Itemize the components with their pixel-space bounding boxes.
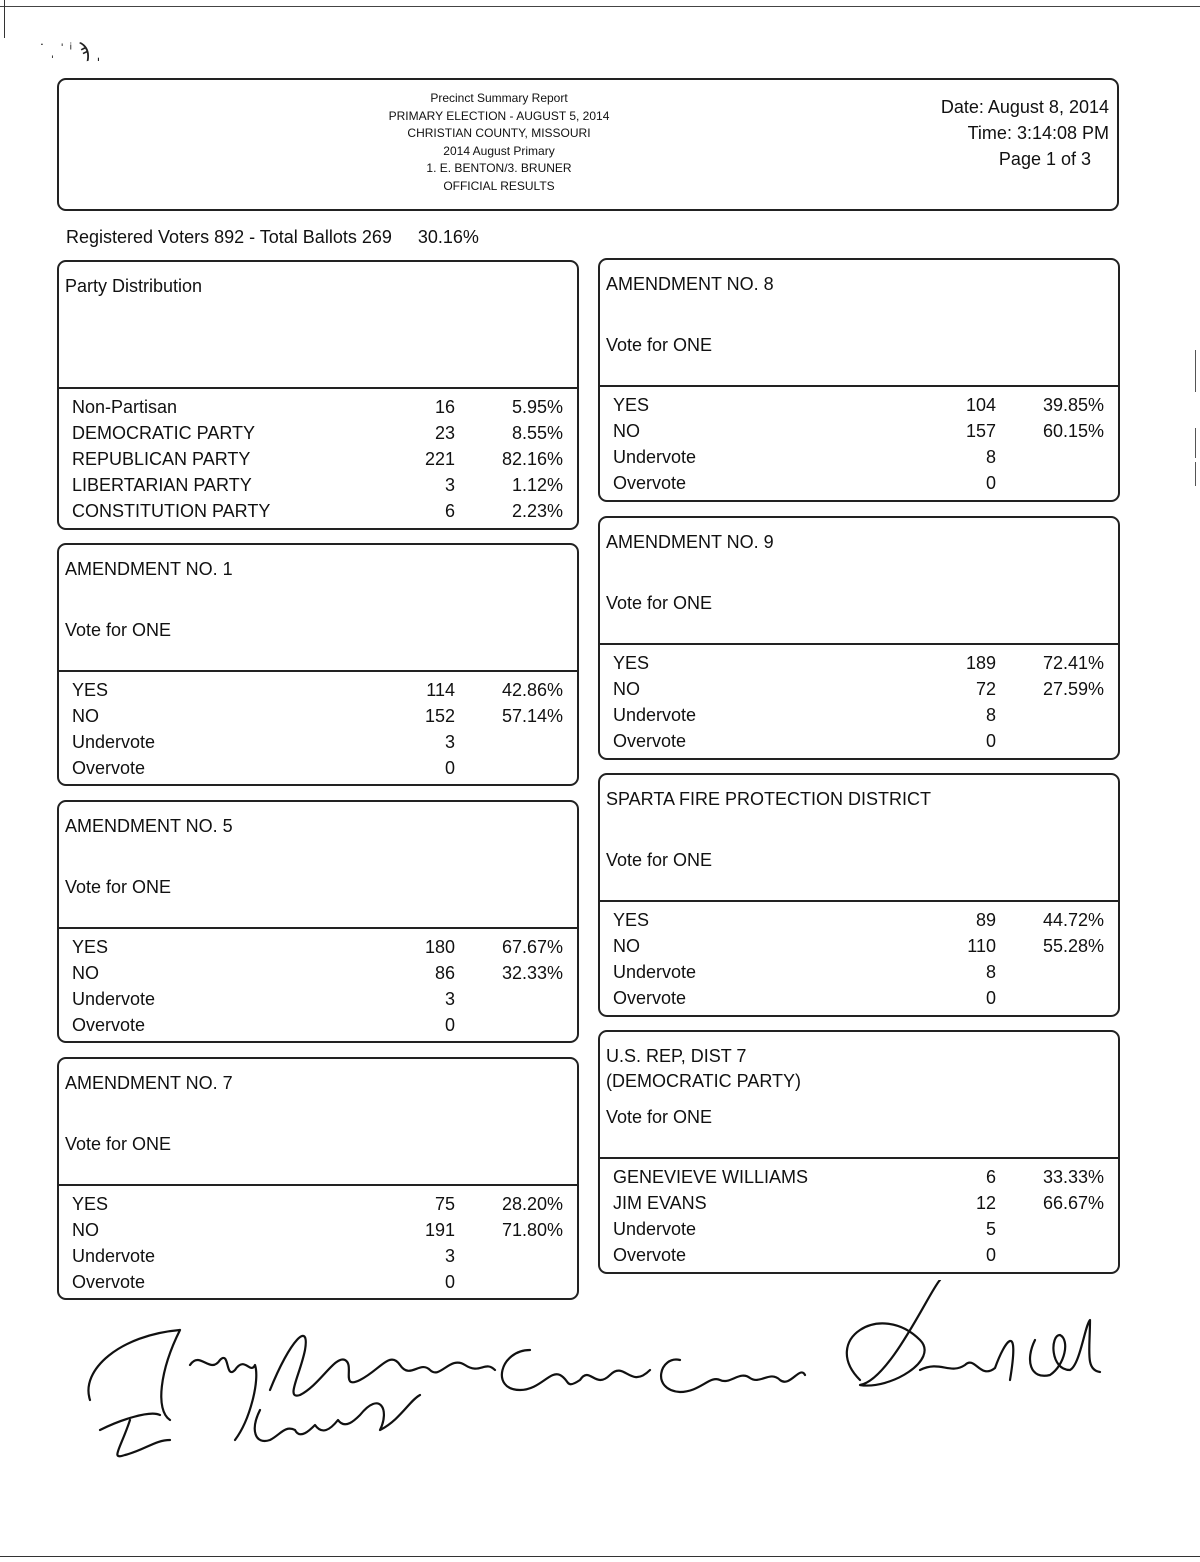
section-title: AMENDMENT NO. 1: [65, 559, 233, 579]
choice-name: NO: [72, 706, 99, 726]
vote-count: 3: [444, 475, 455, 495]
choice-name: REPUBLICAN PARTY: [72, 449, 251, 469]
choice-name: YES: [72, 1194, 109, 1214]
section-title: SPARTA FIRE PROTECTION DISTRICT: [606, 789, 932, 809]
vote-instruction: Vote for ONE: [606, 593, 713, 613]
vote-count: 180: [424, 937, 455, 957]
choice-name: Undervote: [613, 962, 697, 982]
vote-count: 89: [975, 910, 996, 930]
vote-percent: 1.12%: [511, 475, 563, 495]
result-row: [600, 960, 1118, 986]
vote-count: 72: [975, 679, 996, 699]
choice-name: Non-Partisan: [72, 397, 178, 417]
election-label: 2014 August Primary: [443, 143, 555, 158]
result-row: [59, 1218, 577, 1244]
choice-name: LIBERTARIAN PARTY: [72, 475, 252, 495]
vote-instruction: Vote for ONE: [65, 620, 172, 640]
result-row: [59, 447, 577, 473]
result-row: [59, 935, 577, 961]
choice-name: YES: [72, 937, 109, 957]
results-rows: [600, 645, 1118, 755]
amendment-5-box: [57, 800, 579, 1043]
choice-name: YES: [72, 680, 109, 700]
page-number: Page 1 of 3: [998, 149, 1091, 169]
section-title: AMENDMENT NO. 5: [65, 816, 233, 836]
choice-name: NO: [72, 963, 99, 983]
vote-instruction: Vote for ONE: [606, 850, 713, 870]
result-row: [600, 419, 1118, 445]
result-row: [59, 1244, 577, 1270]
signature-carla-cress: [502, 1350, 805, 1392]
vote-count: 0: [985, 1245, 996, 1265]
choice-name: DEMOCRATIC PARTY: [72, 423, 256, 443]
vote-percent: 82.16%: [501, 449, 563, 469]
choice-name: Undervote: [613, 447, 697, 467]
report-title-block: [369, 90, 629, 195]
scan-speck: ϡ ˌ: [78, 40, 102, 62]
vote-count: 6: [444, 501, 455, 521]
choice-name: NO: [613, 936, 640, 956]
result-row: [600, 1217, 1118, 1243]
section-title: AMENDMENT NO. 7: [65, 1073, 233, 1093]
result-row: [59, 756, 577, 782]
vote-count: 8: [985, 962, 996, 982]
choice-name: Undervote: [72, 1246, 156, 1266]
choice-name: Undervote: [613, 1219, 697, 1239]
vote-percent: 27.59%: [1042, 679, 1104, 699]
turnout-percent: 30.16%: [417, 227, 479, 247]
result-row: [59, 678, 577, 704]
vote-count: 5: [985, 1219, 996, 1239]
result-row: [600, 934, 1118, 960]
vote-count: 0: [444, 1272, 455, 1292]
results-rows: [600, 902, 1118, 1012]
vote-count: 157: [965, 421, 996, 441]
vote-percent: 55.28%: [1042, 936, 1104, 956]
vote-percent: 67.67%: [501, 937, 563, 957]
vote-percent: 8.55%: [511, 423, 563, 443]
choice-name: Overvote: [72, 1272, 146, 1292]
vote-count: 16: [434, 397, 455, 417]
vote-count: 0: [444, 758, 455, 778]
vote-count: 12: [975, 1193, 996, 1213]
amendment-8-box: [598, 258, 1120, 502]
result-row: [600, 1243, 1118, 1269]
vote-count: 0: [985, 473, 996, 493]
race-name: U.S. REP, DIST 7: [606, 1046, 747, 1066]
precinct-name: 1. E. BENTON/3. BRUNER: [426, 161, 572, 175]
scan-edge-top: [0, 0, 1200, 7]
choice-name: CONSTITUTION PARTY: [72, 501, 271, 521]
choice-name: Overvote: [72, 1015, 146, 1035]
vote-percent: 60.15%: [1042, 421, 1104, 441]
choice-name: Undervote: [72, 732, 156, 752]
registered-voters-text: Registered Voters 892 - Total Ballots 269: [66, 227, 392, 247]
vote-percent: 66.67%: [1042, 1193, 1104, 1213]
result-row: [59, 421, 577, 447]
scan-mark-right: [1195, 462, 1196, 486]
vote-count: 86: [434, 963, 455, 983]
choice-name: JIM EVANS: [613, 1193, 707, 1213]
amendment-7-box: [57, 1057, 579, 1300]
amendment-1-box: [57, 543, 579, 786]
party-distribution-box: [57, 260, 579, 530]
signature-graham: [270, 1336, 495, 1396]
result-row: [600, 1191, 1118, 1217]
result-row: [59, 704, 577, 730]
choice-name: YES: [613, 910, 650, 930]
report-meta: [869, 94, 1109, 172]
result-row: [600, 1165, 1118, 1191]
vote-percent: 42.86%: [501, 680, 563, 700]
signature-russell: [100, 1395, 420, 1456]
vote-instruction: Vote for ONE: [606, 1107, 713, 1127]
results-status: OFFICIAL RESULTS: [443, 178, 555, 193]
choice-name: Overvote: [72, 758, 146, 778]
results-rows: [600, 1159, 1118, 1269]
result-row: [600, 471, 1118, 497]
result-row: [600, 445, 1118, 471]
vote-count: 0: [985, 731, 996, 751]
results-rows: [59, 929, 577, 1039]
result-row: [59, 961, 577, 987]
vote-count: 23: [434, 423, 455, 443]
vote-count: 104: [965, 395, 996, 415]
result-row: [600, 986, 1118, 1012]
amendment-9-box: [598, 516, 1120, 760]
vote-percent: 57.14%: [501, 706, 563, 726]
vote-percent: 32.33%: [501, 963, 563, 983]
result-row: [600, 703, 1118, 729]
choice-name: NO: [613, 421, 640, 441]
result-row: [59, 1013, 577, 1039]
choice-name: Overvote: [613, 473, 687, 493]
choice-name: Overvote: [613, 1245, 687, 1265]
choice-name: GENEVIEVE WILLIAMS: [613, 1167, 809, 1187]
result-row: [59, 987, 577, 1013]
vote-count: 191: [424, 1220, 455, 1240]
section-title: AMENDMENT NO. 9: [606, 532, 774, 552]
scan-edge-left: [4, 0, 5, 38]
report-date: Date: August 8, 2014: [940, 97, 1109, 117]
vote-percent: 5.95%: [511, 397, 563, 417]
vote-percent: 72.41%: [1042, 653, 1104, 673]
vote-count: 221: [424, 449, 455, 469]
report-title: Precinct Summary Report: [430, 91, 568, 105]
scan-speck: ˙ ˌ ˈ ⁱ: [40, 42, 73, 59]
registered-voters-line: [66, 227, 479, 248]
vote-count: 189: [965, 653, 996, 673]
signature-bruner: [847, 1280, 1100, 1386]
result-row: [600, 393, 1118, 419]
result-row: [59, 499, 577, 525]
scan-mark-right: [1195, 428, 1196, 458]
result-row: [59, 473, 577, 499]
us-rep-dist-7-box: [598, 1030, 1120, 1274]
result-row: [600, 651, 1118, 677]
result-row: [59, 395, 577, 421]
election-name: PRIMARY ELECTION - AUGUST 5, 2014: [388, 108, 610, 123]
results-rows: [59, 672, 577, 782]
vote-count: 3: [444, 989, 455, 1009]
vote-count: 3: [444, 732, 455, 752]
vote-instruction: Vote for ONE: [606, 335, 713, 355]
choice-name: Undervote: [72, 989, 156, 1009]
section-title: [606, 1044, 801, 1094]
report-time: Time: 3:14:08 PM: [967, 123, 1109, 143]
choice-name: NO: [613, 679, 640, 699]
vote-count: 6: [985, 1167, 996, 1187]
vote-count: 8: [985, 447, 996, 467]
sparta-fire-district-box: [598, 773, 1120, 1017]
vote-percent: 39.85%: [1042, 395, 1104, 415]
section-title: Party Distribution: [65, 276, 203, 296]
vote-count: 114: [426, 680, 455, 700]
vote-count: 75: [434, 1194, 455, 1214]
section-title: AMENDMENT NO. 8: [606, 274, 774, 294]
results-rows: [600, 387, 1118, 497]
vote-count: 0: [444, 1015, 455, 1035]
choice-name: Undervote: [613, 705, 697, 725]
result-row: [600, 677, 1118, 703]
choice-name: YES: [613, 653, 650, 673]
scan-mark-right: [1195, 350, 1196, 392]
vote-count: 152: [424, 706, 455, 726]
vote-percent: 28.20%: [501, 1194, 563, 1214]
vote-percent: 2.23%: [511, 501, 563, 521]
vote-instruction: Vote for ONE: [65, 877, 172, 897]
result-row: [59, 730, 577, 756]
scan-edge-bottom: [0, 1556, 1200, 1557]
choice-name: YES: [613, 395, 650, 415]
vote-instruction: Vote for ONE: [65, 1134, 172, 1154]
vote-percent: 71.80%: [501, 1220, 563, 1240]
choice-name: Overvote: [613, 731, 687, 751]
results-rows: [59, 389, 577, 525]
vote-count: 8: [985, 705, 996, 725]
vote-percent: 44.72%: [1042, 910, 1104, 930]
vote-count: 110: [967, 936, 996, 956]
signatures-area: [60, 1280, 1160, 1500]
result-row: [600, 729, 1118, 755]
report-header: [57, 78, 1119, 211]
county-name: CHRISTIAN COUNTY, MISSOURI: [407, 126, 591, 140]
vote-percent: 33.33%: [1042, 1167, 1104, 1187]
result-row: [600, 908, 1118, 934]
result-row: [59, 1192, 577, 1218]
vote-count: 3: [444, 1246, 455, 1266]
choice-name: NO: [72, 1220, 99, 1240]
choice-name: Overvote: [613, 988, 687, 1008]
race-party: (DEMOCRATIC PARTY): [606, 1071, 802, 1091]
vote-count: 0: [985, 988, 996, 1008]
